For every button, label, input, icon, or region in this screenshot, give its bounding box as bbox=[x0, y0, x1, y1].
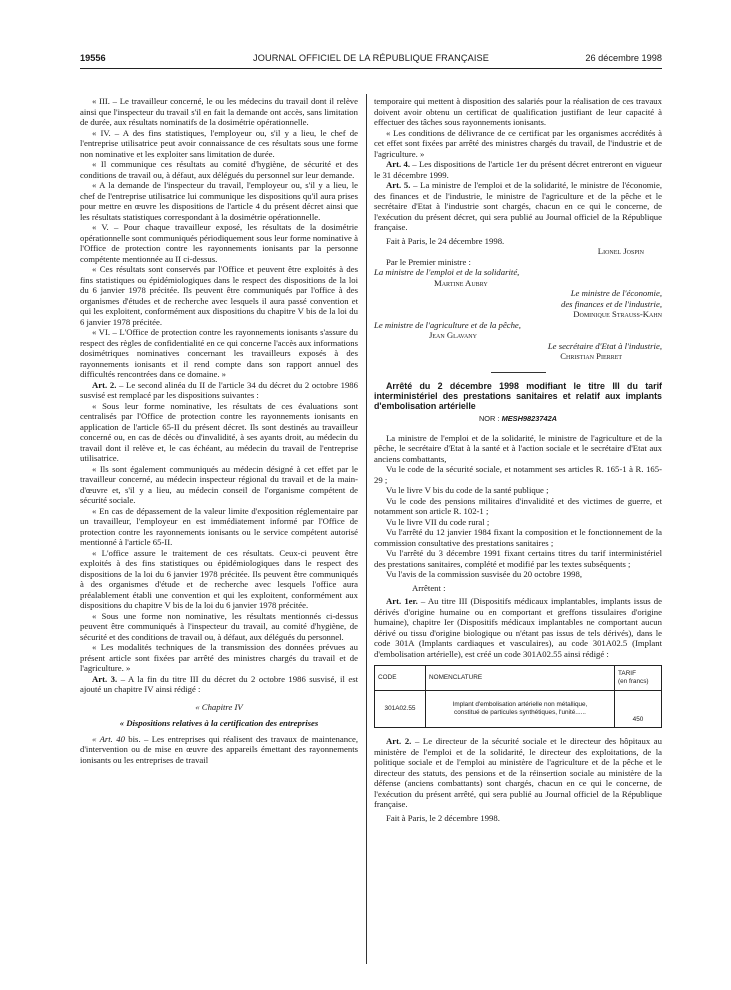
article-text: – Au titre III (Dispositifs médicaux implantables, implants issus de dérivés d'origine humaine ou en comportant et greffons tissulaires d'origine humaine), chapitre Ier (Dispositifs médicaux implantables ne comportant aucun dérivé ou tissu d'origine biologique ou n'étant pas issus de tels dérivés), dans le code 301A (Implants cardiaques et vasculaires), au code 301A02.5 (Implant d'embolisation artérielle), est créé un code 301A02.55 ainsi rédigé : bbox=[374, 596, 662, 659]
article-40-bis bbox=[80, 734, 358, 766]
paragraph: « Il communique ces résultats au comité d'hygiène, de sécurité et des conditions de travail ou, à défaut, aux délégués du personnel sur leur demande. bbox=[80, 159, 358, 180]
signatory: Martine Aubry bbox=[434, 277, 488, 288]
page-number: 19556 bbox=[80, 53, 106, 63]
signature-block bbox=[374, 299, 662, 310]
article-label: Art. 4. bbox=[386, 159, 411, 169]
arrete-title: Arrêté du 2 décembre 1998 modifiant le titre III du tarif interministériel des prestations sanitaires et relatif aux implants d'embolisation artérielle bbox=[374, 380, 662, 412]
tarif-unit: (en francs) bbox=[618, 678, 649, 686]
article-2 bbox=[80, 380, 358, 401]
signature-place-date: Fait à Paris, le 2 décembre 1998. bbox=[386, 812, 500, 823]
article-1 bbox=[374, 596, 662, 659]
paragraph: « III. – Le travailleur concerné, le ou les médecins du travail dont il relève ainsi que l'inspecteur du travail s'il en fait la demande ont accès, sans limitation de durée, aux résultats nominatifs de la dosimétrie opérationnelle. bbox=[80, 96, 358, 127]
visa: Vu le code de la sécurité sociale, et notamment ses articles R. 165-1 à R. 165-29 ; bbox=[374, 464, 662, 485]
page-header bbox=[80, 53, 662, 67]
signatory-title: Le ministre de l'agriculture et de la pêche, bbox=[374, 319, 521, 330]
arretent: Arrêtent : bbox=[412, 582, 446, 593]
column-header-tarif bbox=[615, 666, 662, 691]
paragraph: « En cas de dépassement de la valeur limite d'exposition réglementaire par un travailleur, l'employeur en est immédiatement informé par l'Office de protection contre les rayonnements ionisants ou le service compétent autorisé mentionné à l'article 65-II. bbox=[80, 505, 358, 547]
column-header-nomenclature: NOMENCLATURE bbox=[426, 666, 615, 691]
signature-block bbox=[374, 320, 662, 331]
visa: Vu le livre VII du code rural ; bbox=[386, 516, 490, 527]
cell-code: 301A02.55 bbox=[375, 691, 426, 728]
visa: Vu l'arrêté du 12 janvier 1984 fixant la composition et le fonctionnement de la commission consultative des prestations sanitaires ; bbox=[374, 527, 662, 548]
left-column bbox=[80, 96, 358, 765]
signatory-title: Le ministre de l'économie, bbox=[570, 288, 662, 298]
article-3 bbox=[80, 674, 358, 695]
signature-name bbox=[374, 309, 662, 320]
signature-name bbox=[374, 278, 662, 289]
table-row bbox=[375, 691, 662, 728]
paragraph: « L'office assure le traitement de ces résultats. Ceux-ci peuvent être exploités à des fins statistiques ou épidémiologiques dans le respect des dispositions de la loi du 6 janvier 1978 précitée. Ils peuvent être communiqués à des organismes d'étude et de recherche avec lesquels l'office aura préalablement établi une convention et qui les exploitent, conformément aux dispositions du chapitre V bis de la loi du 6 janvier 1978 précitée. bbox=[80, 547, 358, 610]
visa: Vu l'avis de la commission susvisée du 20 octobre 1998, bbox=[386, 569, 583, 580]
column-header-code: CODE bbox=[375, 666, 426, 691]
article-text: – Le directeur de la sécurité sociale et le directeur des hôpitaux au ministère de l'emploi et de la solidarité, le directeur des exploitations, de la politique sociale et de l'emploi au ministère de l'agriculture et de la pêche et le directeur des statuts, des pensions et de la réinsertion sociale au ministère de la défense (anciens combattants) sont chargés, chacun en ce qui le concerne, de l'exécution du présent arrêté, qui sera publié au Journal officiel de la République française. bbox=[374, 736, 662, 810]
paragraph: « Ces résultats sont conservés par l'Office et peuvent être exploités à des fins statistiques ou épidémiologiques dans le respect des dispositions de la loi du 6 janvier 1978 précitée. Ils peuvent être communiqués par l'office à des organismes d'études et de recherche avec lesquels il aura passé convention et qui les exploitent, conformément aux dispositions du chapitre V bis de la loi du 6 janvier 1978 précitée. bbox=[80, 264, 358, 327]
signatory-title: La ministre de l'emploi et de la solidarité, bbox=[374, 267, 520, 277]
article-label: Art. 2. bbox=[386, 736, 412, 747]
nomenclature-table bbox=[374, 665, 662, 728]
table-header-row bbox=[375, 666, 662, 691]
article-label: Art. 5. bbox=[386, 180, 411, 190]
signatory: Jean Glavany bbox=[429, 330, 477, 340]
nor-value: MESH9823742A bbox=[501, 414, 558, 424]
signature-block bbox=[374, 341, 662, 352]
article-label: Art. 2. bbox=[92, 379, 117, 390]
paragraph: « Sous leur forme nominative, les résultats de ces évaluations sont centralisés par l'Office de protection contre les rayonnements ionisants en application de l'article 65-II du présent décret. Ils sont destinés au travailleur concerné ou, en cas de décès ou d'invalidité, à ses ayants droit, au médecin du travail dont il relève et, le cas échéant, au médecin du travail de l'entreprise utilisatrice. bbox=[80, 400, 358, 463]
journal-title: JOURNAL OFFICIEL DE LA RÉPUBLIQUE FRANÇAISE bbox=[253, 53, 489, 63]
article-text: bis. – Les entreprises qui réalisent des travaux de maintenance, d'intervention ou de mise en œuvre des appareils émettant des rayonnements ionisants ou les entreprises de travail bbox=[80, 733, 358, 765]
signature-name bbox=[374, 246, 662, 257]
visa: Vu le livre V bis du code de la santé publique ; bbox=[386, 485, 549, 496]
article-text: – Les dispositions de l'article 1er du présent décret entreront en vigueur le 31 décembre 1999. bbox=[374, 159, 662, 180]
paragraph: La ministre de l'emploi et de la solidarité, le ministre de l'agriculture et de la pêche, le secrétaire d'Etat à la santé et à l'action sociale et le secrétaire d'Etat aux anciens combattants, bbox=[374, 432, 662, 464]
signature-name bbox=[374, 351, 662, 362]
article-text: – A la fin du titre III du décret du 2 octobre 1986 susvisé, il est ajouté un chapitre IV ainsi rédigé : bbox=[80, 673, 358, 694]
tarif-label: TARIF bbox=[618, 670, 636, 678]
article-2 bbox=[374, 736, 662, 810]
nomenclature-line: Implant d'embolisation artérielle non métallique, bbox=[452, 701, 588, 709]
nor-reference bbox=[374, 414, 662, 425]
paragraph: « Les modalités techniques de la transmission des données prévues au présent article sont fixées par arrêté des ministres chargés du travail et de l'agriculture. » bbox=[80, 642, 358, 673]
signature-place-date: Fait à Paris, le 24 décembre 1998. bbox=[386, 235, 505, 246]
header-rule bbox=[80, 68, 662, 69]
signatory: Dominique Strauss-Kahn bbox=[573, 309, 662, 319]
paragraph: « A la demande de l'inspecteur du travail, l'employeur ou, s'il y a lieu, le chef de l'entreprise utilisatrice lui communique les dispositions qu'il aura prises pour mettre en œuvre les dispositions de l'article 4 du présent décret ainsi que les résultats statistiques correspondant à la dosimétrie opérationnelle. bbox=[80, 180, 358, 222]
paragraph: « V. – Pour chaque travailleur exposé, les résultats de la dosimétrie opérationnelle sont communiqués périodiquement sous leur forme nominative à l'Office de protection contre les rayonnements ionisants par la personne compétente mentionnée au II ci-dessus. bbox=[80, 222, 358, 264]
cell-nomenclature bbox=[426, 691, 615, 728]
signatory-title: des finances et de l'industrie, bbox=[560, 298, 662, 309]
paragraph: « IV. – A des fins statistiques, l'employeur ou, s'il y a lieu, le chef de l'entreprise utilisatrice peut avoir connaissance de ces résultats sous une forme non nominative et les exploiter sans limitation de durée. bbox=[80, 127, 358, 159]
chapter-title: « Dispositions relatives à la certification des entreprises bbox=[119, 718, 319, 728]
paragraph: « Ils sont également communiqués au médecin désigné à cet effet par le travailleur concerné, au médecin inspecteur régional du travail et de la main-d'œuvre et, s'il y a lieu, au médecin conseil de l'organisme compétent de sécurité sociale. bbox=[80, 463, 358, 505]
signature-block bbox=[374, 288, 662, 299]
section-divider bbox=[491, 372, 546, 373]
article-text: – Le second alinéa du II de l'article 34 du décret du 2 octobre 1986 susvisé est remplacé par les dispositions suivantes : bbox=[80, 379, 358, 400]
paragraph: « VI. – L'Office de protection contre les rayonnements ionisants s'assure du respect des règles de confidentialité en ce qui concerne l'accès aux informations dosimétriques nominatives concernant les travailleurs exposés à des rayonnements ionisants et il rend compte dans son rapport annuel des difficultés rencontrées dans ce domaine. » bbox=[80, 327, 358, 379]
article-5 bbox=[374, 180, 662, 233]
article-label: Art. 3. bbox=[92, 673, 118, 684]
chapter-heading: « Chapitre IV bbox=[195, 701, 243, 712]
article-4 bbox=[374, 159, 662, 180]
article-text: – La ministre de l'emploi et de la solidarité, le ministre de l'économie, des finances et de l'industrie, le ministre de l'agriculture et de la pêche et le secrétaire d'Etat à l'industrie sont chargés, chacun en ce qui le concerne, de l'exécution du présent décret, qui sera publié au Journal officiel de la République française. bbox=[374, 180, 662, 232]
nor-label: NOR : bbox=[478, 414, 500, 424]
paragraph: « Sous une forme non nominative, les résultats mentionnés ci-dessus peuvent être communiqués à l'inspecteur du travail, au comité d'hygiène, de sécurité et des conditions de travail ou, à défaut, aux délégués du personnel. bbox=[80, 610, 358, 642]
article-label: « Art. 40 bbox=[92, 733, 125, 744]
paragraph: « Les conditions de délivrance de ce certificat par les organismes accrédités à cet effet sont fixées par arrêté des ministres chargés du travail, de l'industrie et de l'agriculture. » bbox=[374, 127, 662, 159]
signatory-title: Le secrétaire d'Etat à l'industrie, bbox=[547, 340, 662, 351]
visa: Vu l'arrêté du 3 décembre 1991 fixant certains titres du tarif interministériel des prestations sanitaires, complété et modifié par les textes subséquents ; bbox=[374, 548, 662, 569]
article-label: Art. 1er. bbox=[386, 596, 418, 607]
par-premier-ministre: Par le Premier ministre : bbox=[386, 256, 471, 267]
right-column bbox=[374, 96, 662, 823]
nomenclature-line: constitué de particules synthétiques, l'unité...... bbox=[454, 709, 586, 717]
signature-name bbox=[374, 330, 662, 341]
visa: Vu le code des pensions militaires d'invalidité et des victimes de guerre, et notamment son article R. 102-1 ; bbox=[374, 495, 662, 517]
cell-tarif: 450 bbox=[615, 691, 662, 728]
signatory: Lionel Jospin bbox=[597, 246, 644, 256]
signatory: Christian Pierret bbox=[560, 351, 622, 361]
paragraph: temporaire qui mettent à disposition des salariés pour la réalisation de ces travaux doivent avoir obtenu un certificat de qualification justifiant de leur capacité à effectuer des tâches sous rayonnements ionisants. bbox=[374, 96, 662, 127]
column-separator bbox=[366, 94, 367, 964]
issue-date: 26 décembre 1998 bbox=[585, 53, 662, 63]
signature-block bbox=[374, 267, 662, 278]
